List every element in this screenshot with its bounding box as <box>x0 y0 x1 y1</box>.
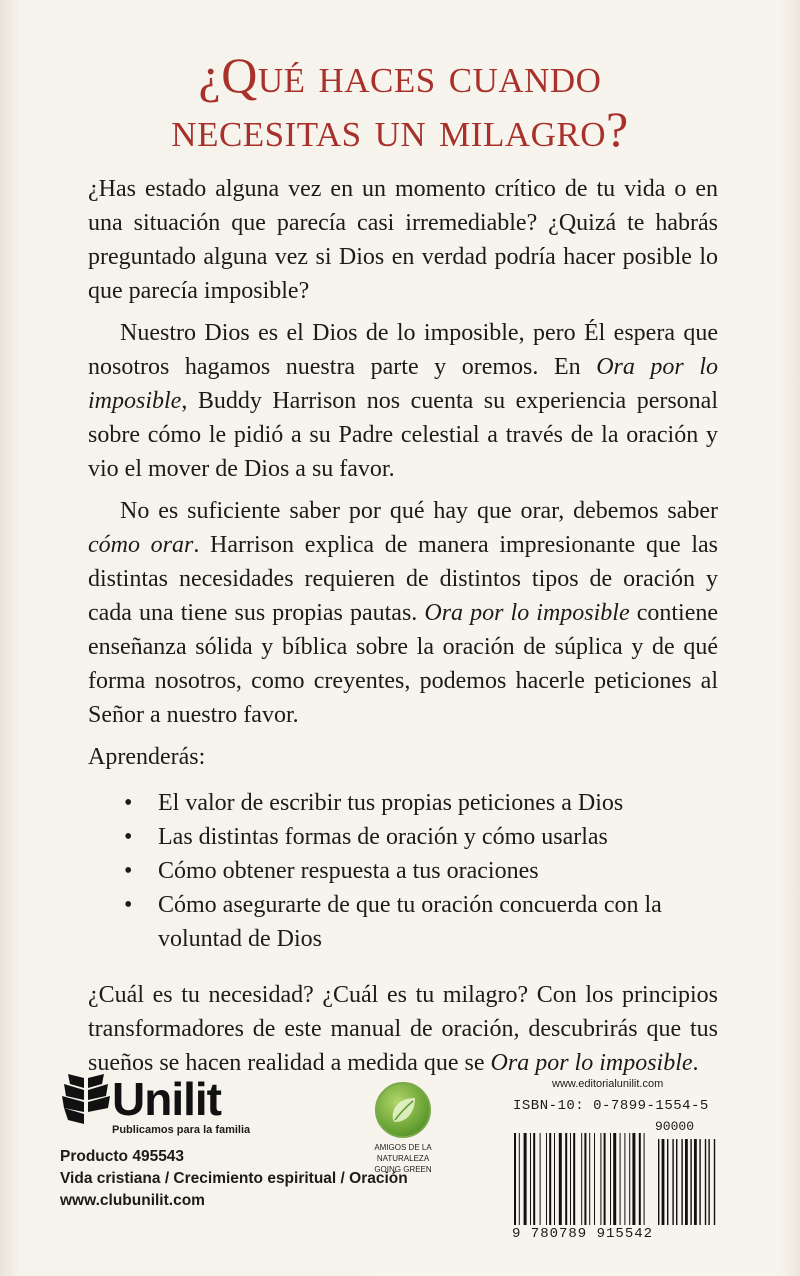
barcode-bar <box>519 1133 520 1225</box>
product-code: Producto 495543 <box>60 1148 185 1165</box>
editorial-website: www.editorialunilit.com <box>552 1078 664 1090</box>
addon-bar <box>708 1139 709 1225</box>
list-item <box>88 854 718 888</box>
p3-text-c: contiene enseñanza sólida y bíblica sobre la oración de súplica y de qué forma nosotros, como creyentes, podemos hacerle peticiones al Señor a nuestro favor. <box>88 600 718 728</box>
closing-text-b: . <box>692 1050 699 1076</box>
addon-bar <box>672 1139 673 1225</box>
barcode-bar <box>594 1133 595 1225</box>
p2-text-a: Nuestro Dios es el Dios de lo imposible, pero Él espera que nosotros hagamos nuestra parte y oremos. En <box>88 320 718 380</box>
barcode-bar <box>589 1133 590 1225</box>
benefits-list <box>88 786 718 956</box>
wheat-logo-icon <box>60 1072 112 1126</box>
barcode-bar <box>581 1133 582 1225</box>
addon-bar <box>699 1139 700 1225</box>
p3-text-b: . Harrison explica de manera impresionante que las distintas necesidades requieren de distintos tipos de oración y cada una tiene sus propias pautas. <box>88 532 718 626</box>
barcode-bar <box>600 1133 601 1225</box>
barcode-bar <box>584 1133 586 1225</box>
addon-bar <box>658 1139 659 1225</box>
publisher-name: Unilit <box>112 1073 221 1125</box>
barcode-bar <box>639 1133 641 1225</box>
p3-book-title: Ora por lo imposible <box>424 600 630 626</box>
addon-bar <box>676 1139 677 1225</box>
closing-paragraph <box>88 978 718 1080</box>
barcode-bar <box>624 1133 625 1225</box>
barcode-bar <box>514 1133 516 1225</box>
addon-bar <box>714 1139 715 1225</box>
barcode-bar <box>620 1133 621 1225</box>
p2-text-b: , Buddy Harrison nos cuenta su experiencia personal sobre cómo le pidió a su Padre celestial a través de la oración y vio el mover de Dios a su favor. <box>88 388 718 482</box>
barcode-bar <box>540 1133 541 1225</box>
list-intro: Aprenderás: <box>88 744 206 770</box>
eco-label <box>355 1142 451 1175</box>
list-item <box>88 888 718 956</box>
bullet-icon: • <box>124 892 133 918</box>
barcode-bar <box>554 1133 555 1225</box>
publisher-website: www.clubunilit.com <box>60 1192 205 1209</box>
paragraph-3 <box>88 494 718 732</box>
barcode-bar <box>610 1133 611 1225</box>
barcode-bar <box>644 1133 645 1225</box>
barcode-bar <box>565 1133 567 1225</box>
list-item-text: Las distintas formas de oración y cómo usarlas <box>158 824 608 850</box>
eco-line-2: GOING GREEN <box>374 1165 432 1174</box>
addon-bar <box>705 1139 706 1225</box>
addon-bar <box>681 1139 682 1225</box>
eco-badge <box>355 1082 451 1175</box>
body-text <box>88 172 718 1088</box>
paragraph-2 <box>88 316 718 486</box>
barcode-number: 9 780789 915542 <box>512 1226 654 1242</box>
p3-text-a: No es suficiente saber por qué hay que orar, debemos saber <box>120 498 718 524</box>
addon-bar <box>685 1139 688 1225</box>
page-title <box>0 48 800 156</box>
addon-bar <box>662 1139 665 1225</box>
list-item-text: Cómo asegurarte de que tu oración concuerda con la voluntad de Dios <box>158 892 662 952</box>
barcode-bar <box>530 1133 531 1225</box>
bullet-icon: • <box>124 790 133 816</box>
barcode-bar <box>546 1133 547 1225</box>
isbn-text: ISBN-10: 0-7899-1554-5 <box>513 1098 709 1114</box>
leaf-icon <box>375 1082 431 1138</box>
closing-text-a: ¿Cuál es tu necesidad? ¿Cuál es tu milagro? Con los principios transformadores de este manual de oración, descubrirás que tus sueños se hacen realidad a medida que se <box>88 982 718 1076</box>
barcode-bar <box>573 1133 575 1225</box>
paragraph-1: ¿Has estado alguna vez en un momento crítico de tu vida o en una situación que parecía casi irremediable? ¿Quizá te habrás preguntado alguna vez si Dios en verdad podría hacer posible lo que parecía imposible? <box>88 176 718 304</box>
barcode-bar <box>524 1133 527 1225</box>
barcode-bar <box>629 1133 630 1225</box>
p2-book-title: Ora por lo imposible <box>88 354 718 414</box>
closing-book-title: Ora por lo imposible <box>490 1050 693 1076</box>
p3-emphasis: cómo orar <box>88 532 194 558</box>
addon-bar <box>694 1139 697 1225</box>
barcode-bar <box>559 1133 562 1225</box>
bullet-icon: • <box>124 858 133 884</box>
bullet-icon: • <box>124 824 133 850</box>
barcode-bar <box>570 1133 571 1225</box>
category: Vida cristiana / Crecimiento espiritual / Oración <box>60 1170 408 1187</box>
addon-bar <box>667 1139 668 1225</box>
barcode-bar <box>533 1133 535 1225</box>
publisher-tagline: Publicamos para la familia <box>112 1124 251 1136</box>
barcode <box>510 1093 718 1247</box>
barcode-bar <box>632 1133 635 1225</box>
barcode-bar <box>613 1133 616 1225</box>
title-line-2: necesitas un milagro? <box>171 101 629 157</box>
price-addon: 90000 <box>655 1119 695 1134</box>
list-item <box>88 820 718 854</box>
eco-line-1: AMIGOS DE LA NATURALEZA <box>374 1143 432 1163</box>
barcode-bar <box>604 1133 606 1225</box>
title-line-1: ¿Qué haces cuando <box>198 47 602 103</box>
barcode-bar <box>549 1133 551 1225</box>
list-item-text: El valor de escribir tus propias peticiones a Dios <box>158 790 624 816</box>
list-item-text: Cómo obtener respuesta a tus oraciones <box>158 858 539 884</box>
addon-bar <box>690 1139 691 1225</box>
list-item <box>88 786 718 820</box>
